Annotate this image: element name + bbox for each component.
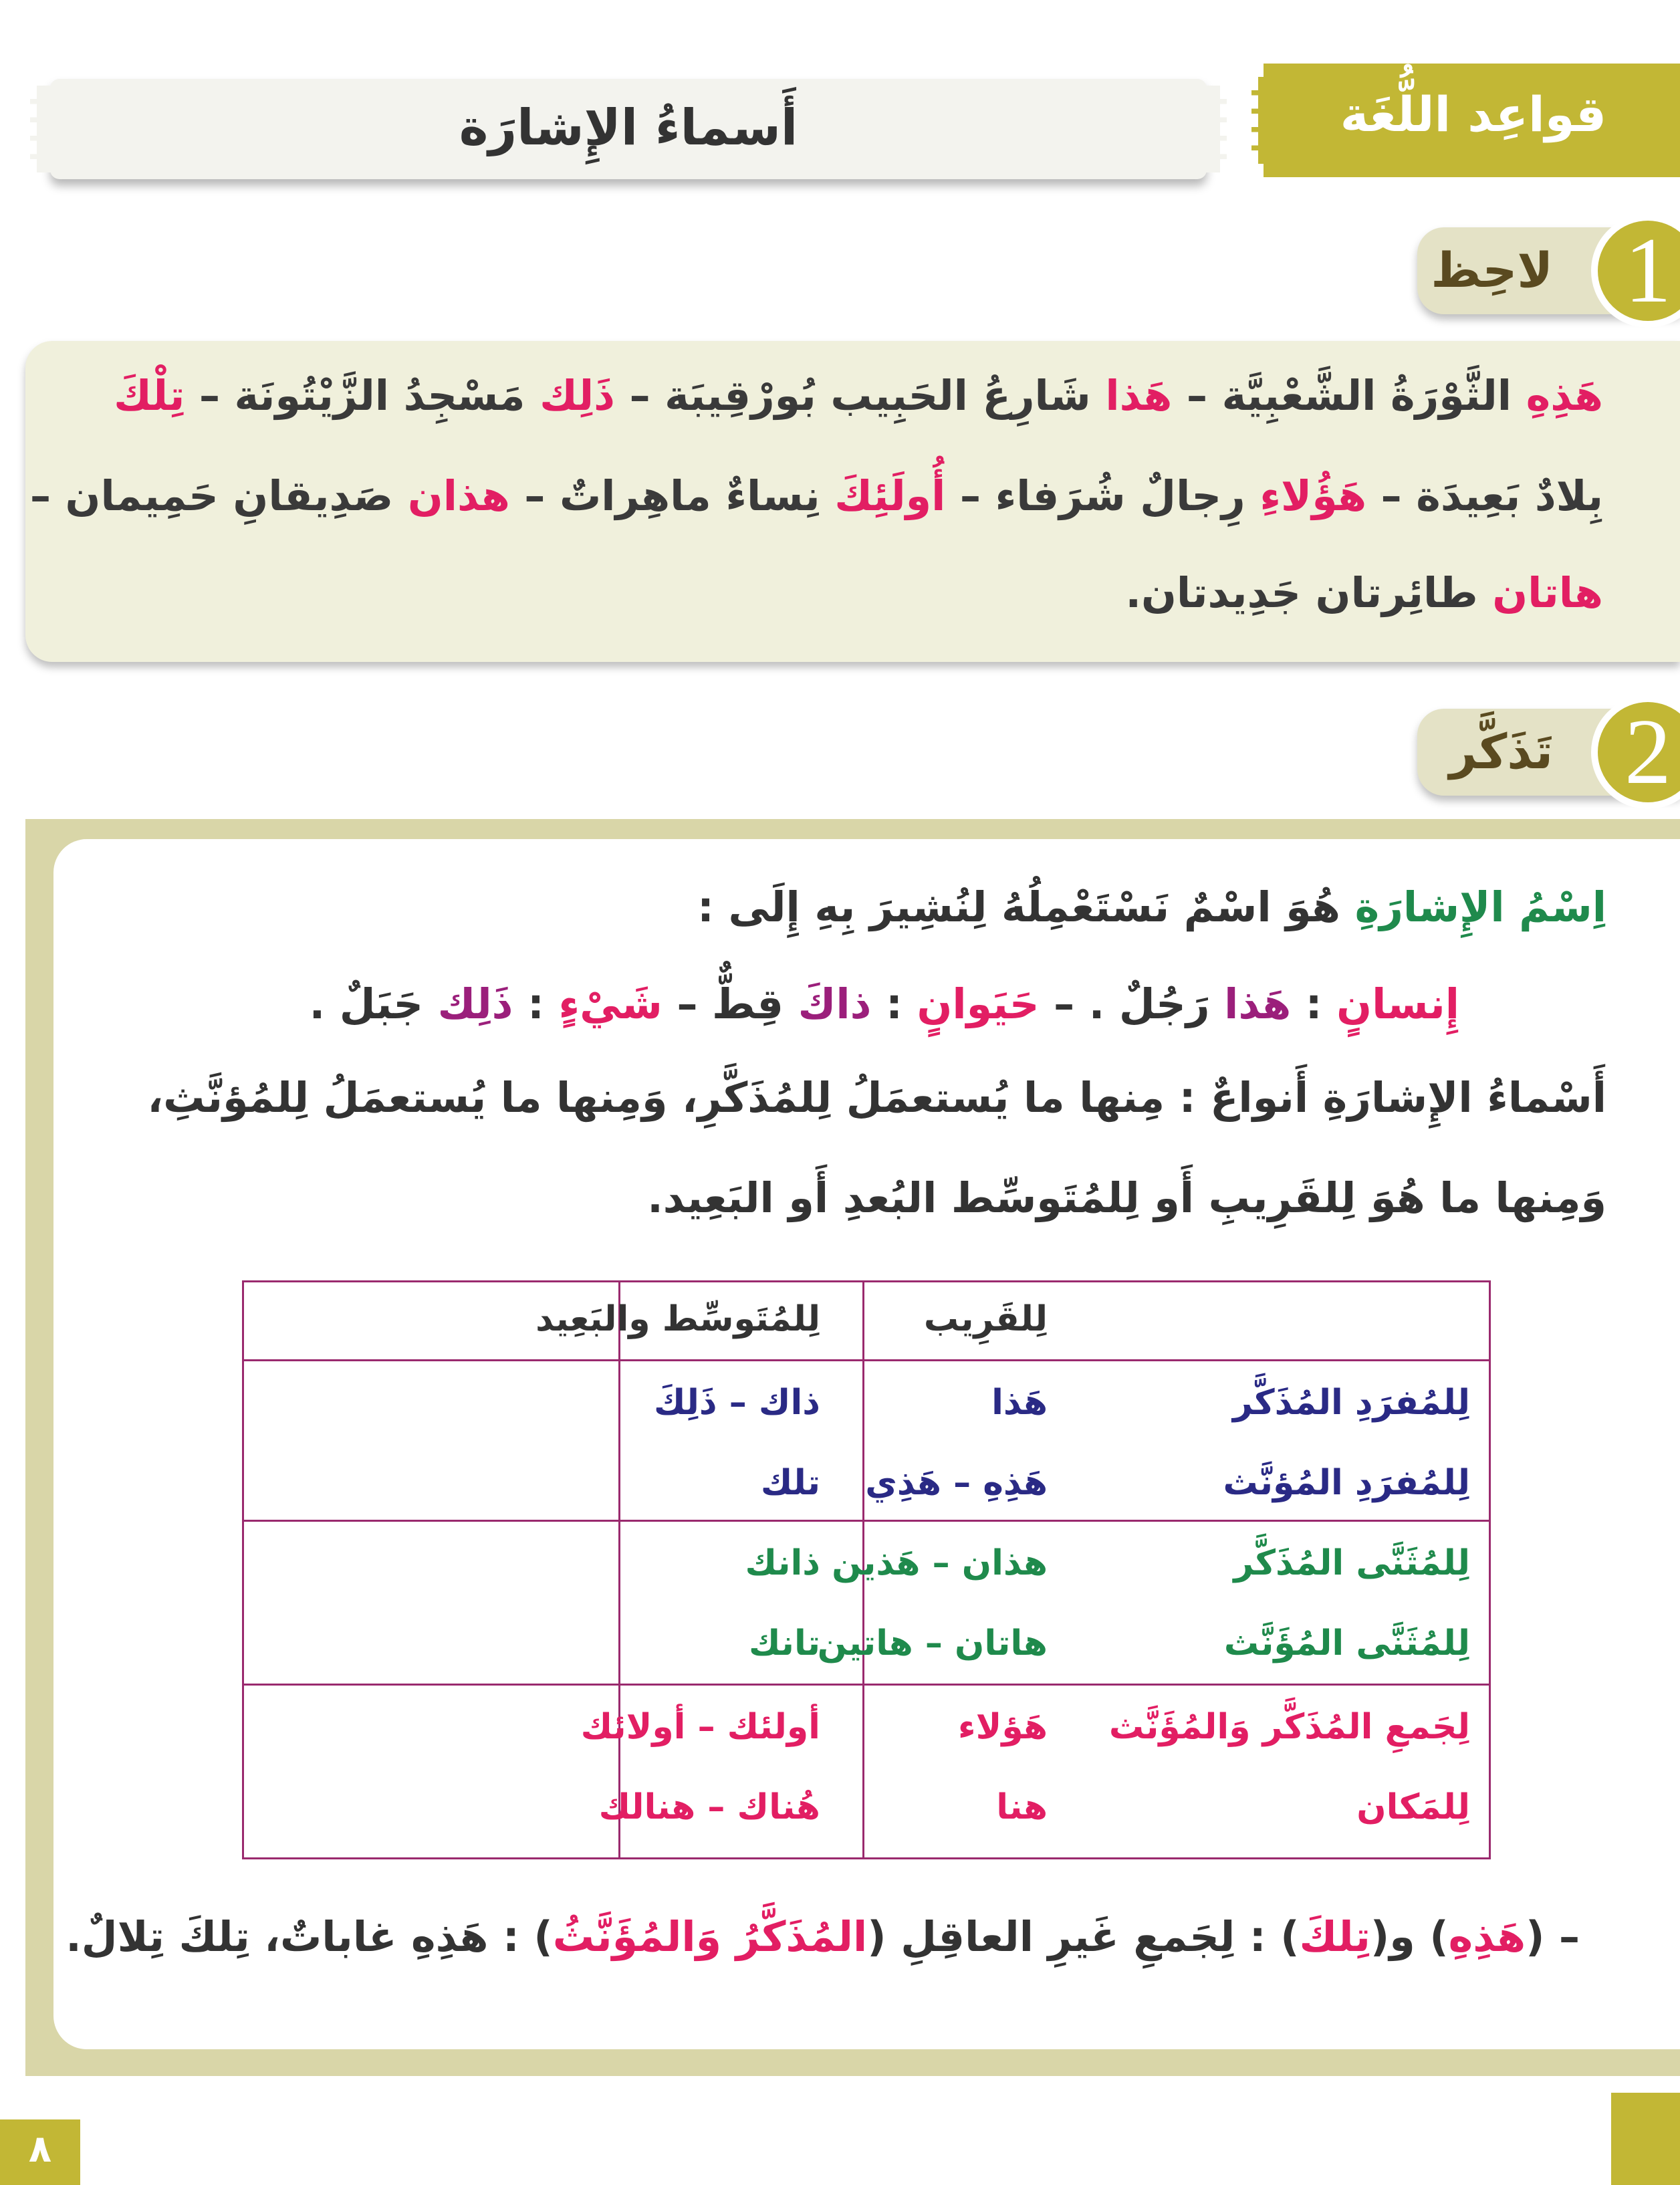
example-run-4: حَيَوانٍ <box>917 980 1040 1028</box>
example-run-10: ذَلِك <box>437 980 513 1028</box>
table-cell: هذان – هَذين <box>832 1543 1048 1583</box>
example-run-0: إِنسانٍ <box>1336 980 1459 1028</box>
definition-text: هُوَ اسْمٌ نَسْتَعْمِلُهُ لِنُشِيرَ بِهِ إِلَى : <box>697 883 1355 931</box>
observe-line-3 <box>1125 568 1603 617</box>
table-cell: تلك <box>760 1463 820 1503</box>
table-cell: لِلمُفرَدِ المُذَكَّر <box>1232 1383 1470 1423</box>
definition-line <box>697 883 1606 931</box>
observe-text-run-4: نِساءٌ ماهِراتٌ – <box>509 471 835 520</box>
example-run-6: ذاكَ <box>798 980 872 1028</box>
types-paragraph-2: وَمِنها ما هُوَ لِلقَرِيبِ أَو لِلمُتَوسِّط البُعدِ أَو البَعِيد. <box>647 1173 1606 1222</box>
observe-text-run-0: بِلادٌ بَعِيدَة – <box>1366 471 1603 520</box>
demonstratives-table <box>242 1280 1491 1859</box>
corner-tab <box>1611 2093 1680 2185</box>
table-cell: أولئك – أولائك <box>580 1707 820 1747</box>
page-number: ٨ <box>28 2128 52 2171</box>
final-note-run-4: ) : لِجَمعِ غَيرِ العاقِلِ ( <box>867 1912 1300 1961</box>
observe-text-run-2: رِجالٌ شُرَفاء – <box>945 471 1260 520</box>
observe-text-run-6: صَدِيقانِ حَمِيمان – <box>29 471 408 520</box>
table-cell: هاتان – هاتين <box>817 1623 1048 1663</box>
observe-text-run-0: هاتان <box>1492 568 1603 617</box>
table-cell: ذانك <box>745 1543 820 1583</box>
table-cell: هَذِهِ – هَذِي <box>865 1463 1048 1503</box>
definition-term: اِسْمُ الإِشارَةِ <box>1354 883 1606 931</box>
observe-text-run-0: هَذِهِ <box>1526 371 1603 420</box>
observe-text-run-4: ذَلِك <box>539 371 615 420</box>
lesson-title: أَسماءُ الإِشارَة <box>459 99 798 156</box>
table-header-1: لِلقَرِيب <box>923 1299 1048 1339</box>
example-run-5: : <box>871 980 917 1028</box>
example-run-9: : <box>513 980 559 1028</box>
observe-text-run-5: هذان <box>407 471 510 520</box>
example-run-1: : <box>1291 980 1337 1028</box>
final-note-run-6: ) : هَذِهِ غاباتٌ، تِلكَ تِلالٌ. <box>66 1912 553 1961</box>
observe-text-run-5: مَسْجِدُ الزَّيْتُونَة – <box>185 371 540 420</box>
table-cell: هُناك – هنالك <box>598 1787 820 1827</box>
table-cell: ذاك – ذَلِكَ <box>653 1383 820 1423</box>
final-note-run-2: ) و( <box>1370 1912 1449 1961</box>
final-note-run-5: المُذَكَّرُ وَالمُؤَنَّثُ <box>552 1912 868 1961</box>
observe-label: لاحِظ <box>1431 242 1553 298</box>
page-number-tab <box>0 2119 80 2185</box>
example-run-3: رَجُلٌ . – <box>1039 980 1225 1028</box>
table-cell: لِجَمعِ المُذَكَّر وَالمُؤَنَّث <box>1108 1707 1470 1747</box>
observe-text-run-3: أُولَئِكَ <box>834 471 946 520</box>
final-note-run-0: – ( <box>1526 1912 1580 1961</box>
observe-text-run-1: الثَّوْرَةُ الشَّعْبِيَّة – <box>1172 371 1526 420</box>
final-note-run-3: تِلكَ <box>1299 1912 1370 1961</box>
table-header-2: لِلمُتَوسِّط والبَعِيد <box>535 1299 820 1339</box>
section-label: قواعِد اللُّغَة <box>1340 86 1606 142</box>
types-paragraph-1: أَسْماءُ الإِشارَةِ أَنواعٌ : مِنها ما يُستعمَلُ لِلمُذَكَّرِ، وَمِنها ما يُستعمَلُ لِلمُؤنَّثِ، <box>147 1073 1606 1122</box>
step-number-1: 1 <box>1591 214 1680 328</box>
remember-label: تَذَكَّر <box>1449 723 1553 780</box>
final-note-run-1: هَذِهِ <box>1448 1912 1526 1961</box>
observe-text-run-1: هَؤُلاءِ <box>1259 471 1367 520</box>
table-cell: هَؤلاء <box>958 1707 1048 1747</box>
lesson-title-banner <box>50 79 1207 179</box>
table-cell: لِلمُثَنَّى المُذَكَّر <box>1233 1543 1470 1583</box>
table-cell: لِلمَكان <box>1356 1787 1470 1827</box>
table-cell: لِلمُفرَدِ المُؤنَّث <box>1223 1463 1470 1503</box>
observe-line-1 <box>114 371 1603 420</box>
step-number-2: 2 <box>1591 695 1680 809</box>
observe-line-2 <box>30 471 1603 520</box>
examples-line <box>310 980 1459 1028</box>
example-run-8: شَيْءٍ <box>558 980 663 1028</box>
example-run-7: قِطٌّ – <box>662 980 798 1028</box>
example-run-2: هَذا <box>1224 980 1292 1028</box>
observe-text-run-6: تِلْكَ <box>114 371 185 420</box>
table-cell: هَذا <box>991 1383 1048 1423</box>
observe-text-run-3: شَارِعُ الحَبِيب بُورْقِيبَة – <box>615 371 1106 420</box>
section-banner <box>1264 64 1680 177</box>
observe-text-run-1: طائِرتان جَدِيدتان. <box>1125 568 1493 617</box>
observe-text-run-2: هَذا <box>1105 371 1173 420</box>
table-cell: تانك <box>749 1623 820 1663</box>
final-note <box>66 1912 1580 1961</box>
table-cell: لِلمُثَنَّى المُؤَنَّث <box>1223 1623 1470 1663</box>
example-run-11: جَبَلٌ . <box>309 980 438 1028</box>
table-cell: هنا <box>996 1787 1048 1827</box>
